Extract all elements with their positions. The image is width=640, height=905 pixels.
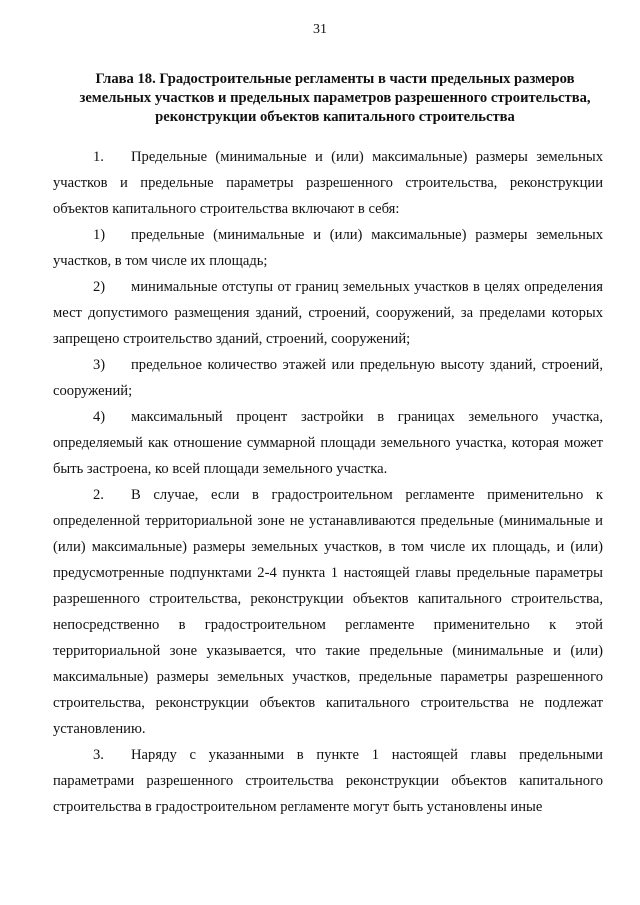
subparagraph-number: 1) bbox=[93, 227, 106, 243]
subparagraph-1 bbox=[53, 222, 603, 274]
subparagraph-text: предельное количество этажей или предельную высоту зданий, строений, сооружений; bbox=[53, 357, 603, 399]
body-text bbox=[53, 144, 603, 820]
paragraph-text: Наряду с указанными в пункте 1 настоящей главы предельными параметрами разрешенного строительства реконструкции объектов капитального строительства в градостроительном регламенте могут быть установлены иные bbox=[53, 747, 603, 815]
paragraph-1 bbox=[53, 144, 603, 222]
subparagraph-text: предельные (минимальные и (или) максимальные) размеры земельных участков, в том числе их площадь; bbox=[53, 227, 603, 269]
paragraph-text: В случае, если в градостроительном регламенте применительно к определенной территориальной зоне не устанавливаются предельные (минимальные и (или) максимальные) размеры земельных участков, в том числе их площадь, и (или) предусмотренные подпунктами 2-4 пункта 1 настоящей главы предельные параметры разрешенного строительства, реконструкции объектов капитального строительства, непосредственно в градостроительном регламенте применительно к этой территориальной зоне указывается, что такие предельные (минимальные и (или) максимальные) размеры земельных участков, предельные параметры разрешенного строительства, реконструкции объектов капитального строительства не подлежат установлению. bbox=[53, 487, 603, 737]
paragraph-number: 1. bbox=[93, 149, 104, 165]
paragraph-3 bbox=[53, 742, 603, 820]
subparagraph-2 bbox=[53, 274, 603, 352]
paragraph-number: 2. bbox=[93, 487, 104, 503]
chapter-title-line-1: Глава 18. Градостроительные регламенты в части предельных размеров bbox=[95, 71, 575, 87]
subparagraph-3 bbox=[53, 352, 603, 404]
subparagraph-number: 2) bbox=[93, 279, 106, 295]
chapter-title-line-2: земельных участков и предельных параметров разрешенного строительства, bbox=[79, 90, 591, 106]
paragraph-text: Предельные (минимальные и (или) максимальные) размеры земельных участков и предельные параметры разрешенного строительства, реконструкции объектов капитального строительства включают в себя: bbox=[53, 149, 603, 217]
subparagraph-number: 4) bbox=[93, 409, 106, 425]
paragraph-2 bbox=[53, 482, 603, 742]
subparagraph-text: максимальный процент застройки в границах земельного участка, определяемый как отношение суммарной площади земельного участка, которая может быть застроена, ко всей площади земельного участка. bbox=[53, 409, 603, 477]
subparagraph-number: 3) bbox=[93, 357, 106, 373]
subparagraph-text: минимальные отступы от границ земельных участков в целях определения мест допустимого размещения зданий, строений, сооружений, за пределами которых запрещено строительство зданий, строений, сооружений; bbox=[53, 279, 603, 347]
chapter-title bbox=[60, 70, 610, 127]
paragraph-number: 3. bbox=[93, 747, 104, 763]
page-number: 31 bbox=[313, 22, 327, 37]
chapter-title-line-3: реконструкции объектов капитального строительства bbox=[155, 109, 515, 125]
subparagraph-4 bbox=[53, 404, 603, 482]
